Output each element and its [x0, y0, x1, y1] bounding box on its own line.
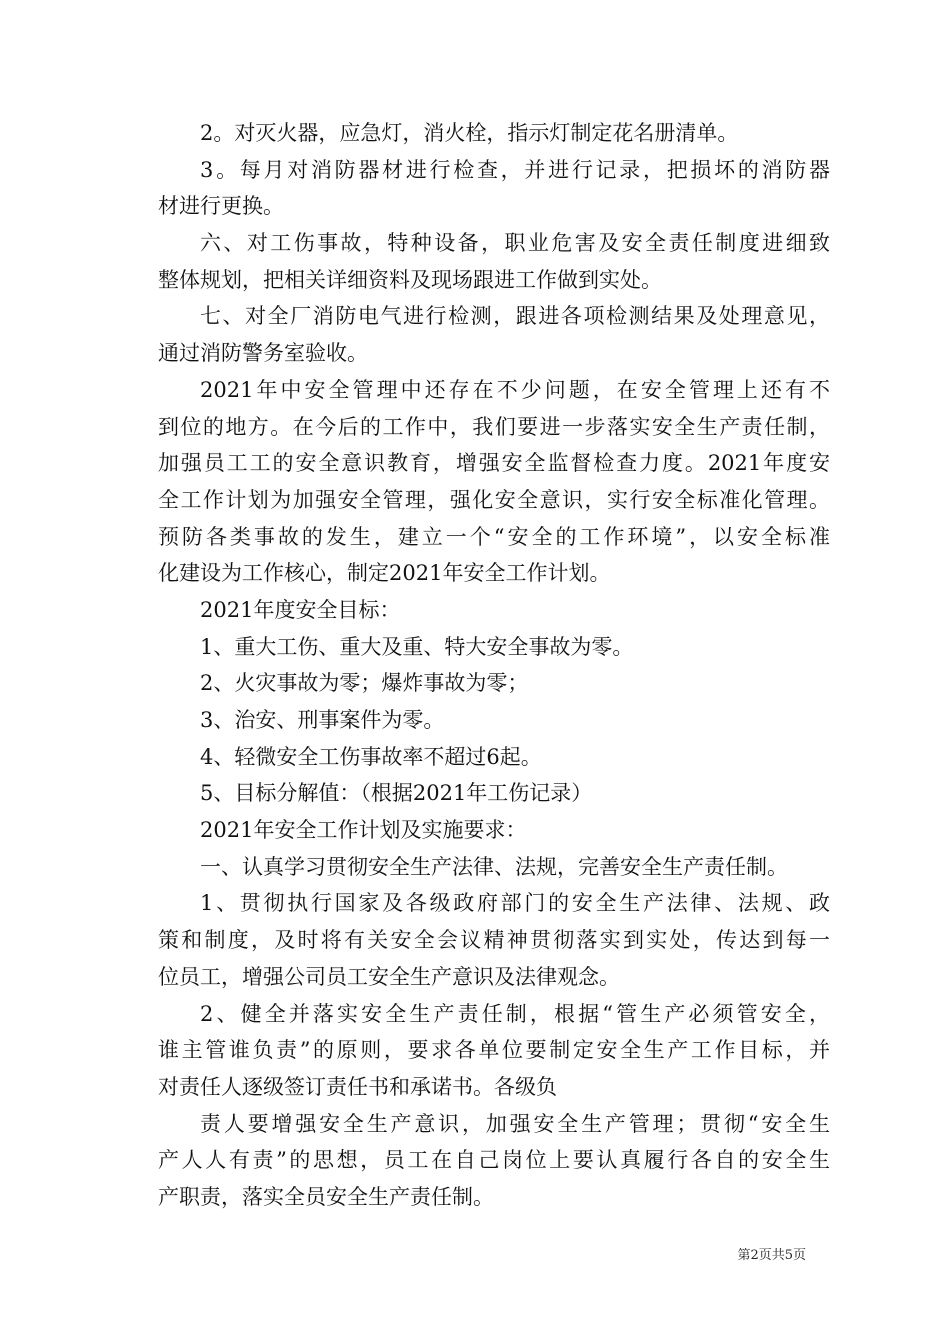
- text-line: 2。对灭火器，应急灯，消火栓，指示灯制定花名册清单。: [200, 121, 739, 145]
- paragraph: [158, 812, 830, 849]
- paragraph: [158, 115, 830, 152]
- text-line: 七、对全厂消防电气进行检测，跟进各项检测结果及处理意见，: [200, 304, 830, 329]
- text-line: 2、健全并落实安全生产责任制，根据“管生产必须管安全，: [200, 1001, 830, 1026]
- paragraph: [158, 152, 830, 225]
- text-line: 谁主管谁负责”的原则，要求各单位要制定安全生产工作目标，并: [158, 1038, 830, 1063]
- page-number: 第2页共5页: [737, 1248, 806, 1263]
- paragraph: [158, 996, 830, 1106]
- paragraph: [158, 665, 830, 702]
- text-line: 2021年安全工作计划及实施要求：: [200, 818, 527, 843]
- paragraph: [158, 739, 830, 776]
- paragraph: [158, 298, 830, 371]
- paragraph: [158, 775, 830, 812]
- paragraph: [158, 885, 830, 995]
- text-line: 产职责，落实全员安全生产责任制。: [158, 1184, 494, 1209]
- text-line: 材进行更换。: [158, 194, 284, 219]
- paragraph: [158, 372, 830, 592]
- text-line: 2021年中安全管理中还存在不少问题，在安全管理上还有不: [200, 377, 830, 402]
- paragraph: [158, 702, 830, 739]
- text-line: 4、轻微安全工伤事故率不超过6起。: [200, 744, 542, 769]
- paragraph: [158, 629, 830, 666]
- paragraph: [158, 1106, 830, 1216]
- text-line: 六、对工伤事故，特种设备，职业危害及安全责任制度进细致: [200, 231, 830, 256]
- text-line: 2、火灾事故为零；爆炸事故为零；: [200, 671, 529, 696]
- text-line: 产人人有责”的思想，员工在自己岗位上要认真履行各自的安全生: [158, 1148, 830, 1173]
- text-line: 策和制度，及时将有关安全会议精神贯彻落实到实处，传达到每一: [158, 928, 830, 953]
- text-line: 预防各类事故的发生，建立一个“安全的工作环境”，以安全标准: [158, 524, 830, 549]
- text-line: 通过消防警务室验收。: [158, 341, 368, 366]
- text-line: 位员工，增强公司员工安全生产意识及法律观念。: [158, 964, 620, 989]
- text-line: 3、治安、刑事案件为零。: [200, 708, 445, 732]
- text-line: 化建设为工作核心，制定2021年安全工作计划。: [158, 561, 611, 586]
- text-line: 2021年度安全目标：: [200, 597, 401, 622]
- text-line: 1、重大工伤、重大及重、特大安全事故为零。: [200, 634, 634, 659]
- text-line: 5、目标分解值：（根据2021年工伤记录）: [200, 781, 593, 806]
- text-line: 加强员工工的安全意识教育，增强安全监督检查力度。2021年度安: [158, 451, 830, 476]
- text-line: 3。每月对消防器材进行检查，并进行记录，把损坏的消防器: [200, 157, 830, 182]
- text-line: 整体规划，把相关详细资料及现场跟进工作做到实处。: [158, 267, 662, 292]
- paragraph: [158, 592, 830, 629]
- text-line: 对责任人逐级签订责任书和承诺书。各级负: [158, 1074, 557, 1099]
- text-line: 1、贯彻执行国家及各级政府部门的安全生产法律、法规、政: [200, 891, 830, 916]
- text-line: 一、认真学习贯彻安全生产法律、法规，完善安全生产责任制。: [200, 854, 788, 879]
- paragraph: [158, 849, 830, 886]
- paragraph: [158, 225, 830, 298]
- document-body: [158, 115, 830, 1216]
- text-line: 到位的地方。在今后的工作中，我们要进一步落实安全生产责任制，: [158, 414, 830, 439]
- text-line: 全工作计划为加强安全管理，强化安全意识，实行安全标准化管理。: [158, 487, 830, 512]
- text-line: 责人要增强安全生产意识，加强安全生产管理；贯彻“安全生: [200, 1111, 830, 1136]
